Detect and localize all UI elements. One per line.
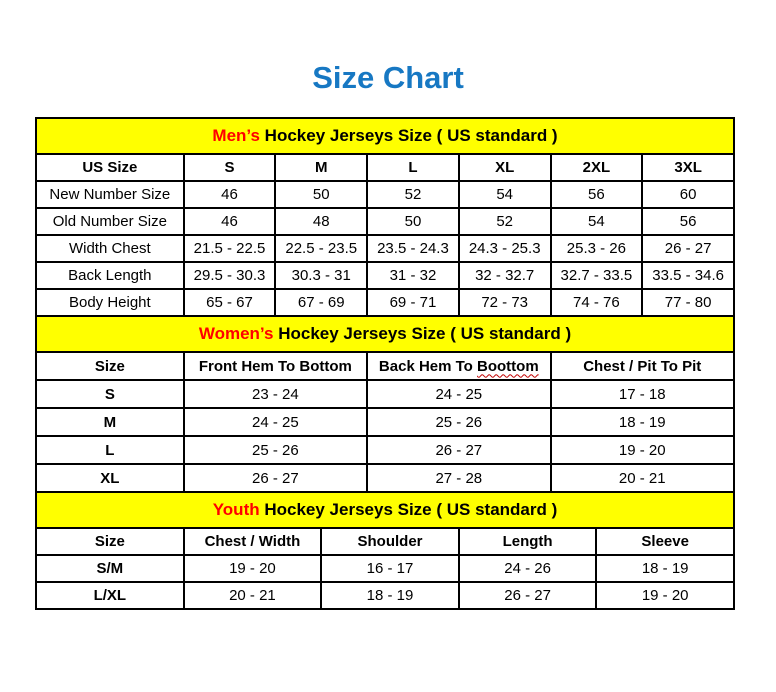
table-cell: 72 - 73 xyxy=(459,289,551,316)
table-row xyxy=(36,208,734,235)
mens-size-table xyxy=(35,117,735,317)
table-cell: 18 - 19 xyxy=(596,555,734,582)
row-label: S xyxy=(36,380,184,408)
row-label: New Number Size xyxy=(36,181,184,208)
row-label: Body Height xyxy=(36,289,184,316)
youth-section-title-accent: Youth xyxy=(212,500,260,519)
mens-col-header: US Size xyxy=(36,154,184,181)
youth-col-header: Size xyxy=(36,528,184,555)
row-label: S/M xyxy=(36,555,184,582)
row-label: XL xyxy=(36,464,184,492)
table-cell: 26 - 27 xyxy=(459,582,597,609)
back-hem-label-prefix: Back Hem To xyxy=(378,357,478,375)
table-cell: 25 - 26 xyxy=(184,436,367,464)
youth-col-header: Sleeve xyxy=(596,528,734,555)
table-cell: 19 - 20 xyxy=(184,555,322,582)
youth-header-row xyxy=(36,528,734,555)
youth-size-table xyxy=(35,491,735,610)
table-cell: 52 xyxy=(367,181,459,208)
womens-col-header: Front Hem To Bottom xyxy=(184,352,367,380)
table-cell: 29.5 - 30.3 xyxy=(184,262,276,289)
table-row xyxy=(36,408,734,436)
womens-section-title-accent: Women’s xyxy=(198,324,274,343)
table-cell: 74 - 76 xyxy=(551,289,643,316)
table-cell: 69 - 71 xyxy=(367,289,459,316)
womens-header-row xyxy=(36,352,734,380)
row-label: L xyxy=(36,436,184,464)
table-cell: 56 xyxy=(642,208,734,235)
table-cell: 46 xyxy=(184,181,276,208)
table-row xyxy=(36,235,734,262)
table-row xyxy=(36,582,734,609)
table-cell: 26 - 27 xyxy=(642,235,734,262)
table-cell: 46 xyxy=(184,208,276,235)
mens-header-row xyxy=(36,154,734,181)
womens-size-table xyxy=(35,315,735,493)
youth-section-title-rest: Hockey Jerseys Size ( US standard ) xyxy=(259,500,558,519)
mens-section-title-accent: Men’s xyxy=(212,126,260,145)
table-cell: 26 - 27 xyxy=(367,436,550,464)
mens-col-header: 2XL xyxy=(551,154,643,181)
table-row xyxy=(36,289,734,316)
table-row xyxy=(36,555,734,582)
youth-col-header: Chest / Width xyxy=(184,528,322,555)
table-cell: 24 - 25 xyxy=(367,380,550,408)
table-cell: 23 - 24 xyxy=(184,380,367,408)
table-cell: 17 - 18 xyxy=(551,380,734,408)
mens-col-header: S xyxy=(184,154,276,181)
table-cell: 24.3 - 25.3 xyxy=(459,235,551,262)
table-cell: 23.5 - 24.3 xyxy=(367,235,459,262)
table-row xyxy=(36,262,734,289)
table-cell: 60 xyxy=(642,181,734,208)
table-cell: 50 xyxy=(275,181,367,208)
table-cell: 77 - 80 xyxy=(642,289,734,316)
youth-section-band xyxy=(36,492,734,528)
youth-col-header: Shoulder xyxy=(321,528,459,555)
table-cell: 31 - 32 xyxy=(367,262,459,289)
womens-section-title xyxy=(36,316,734,352)
mens-col-header: M xyxy=(275,154,367,181)
table-cell: 50 xyxy=(367,208,459,235)
table-cell: 33.5 - 34.6 xyxy=(642,262,734,289)
womens-col-header xyxy=(367,352,550,380)
table-cell: 22.5 - 23.5 xyxy=(275,235,367,262)
table-cell: 16 - 17 xyxy=(321,555,459,582)
table-cell: 65 - 67 xyxy=(184,289,276,316)
table-cell: 67 - 69 xyxy=(275,289,367,316)
table-cell: 54 xyxy=(551,208,643,235)
mens-section-band xyxy=(36,118,734,154)
mens-section-title-rest: Hockey Jerseys Size ( US standard ) xyxy=(259,126,558,145)
youth-col-header: Length xyxy=(459,528,597,555)
womens-col-header: Size xyxy=(36,352,184,380)
womens-section-band xyxy=(36,316,734,352)
table-cell: 18 - 19 xyxy=(551,408,734,436)
table-row xyxy=(36,181,734,208)
table-cell: 48 xyxy=(275,208,367,235)
womens-col-header: Chest / Pit To Pit xyxy=(551,352,734,380)
table-cell: 25.3 - 26 xyxy=(551,235,643,262)
row-label: M xyxy=(36,408,184,436)
youth-section-title xyxy=(36,492,734,528)
table-row xyxy=(36,464,734,492)
table-row xyxy=(36,380,734,408)
size-chart xyxy=(35,117,735,610)
mens-col-header: 3XL xyxy=(642,154,734,181)
table-cell: 26 - 27 xyxy=(184,464,367,492)
table-cell: 25 - 26 xyxy=(367,408,550,436)
table-row xyxy=(36,436,734,464)
table-cell: 20 - 21 xyxy=(184,582,322,609)
womens-section-title-rest: Hockey Jerseys Size ( US standard ) xyxy=(273,324,572,343)
table-cell: 54 xyxy=(459,181,551,208)
table-cell: 21.5 - 22.5 xyxy=(184,235,276,262)
table-cell: 24 - 25 xyxy=(184,408,367,436)
back-hem-misspelled-word: Boottom xyxy=(477,357,539,375)
page-title: Size Chart xyxy=(312,60,464,95)
table-cell: 24 - 26 xyxy=(459,555,597,582)
row-label: Width Chest xyxy=(36,235,184,262)
table-cell: 30.3 - 31 xyxy=(275,262,367,289)
table-cell: 32 - 32.7 xyxy=(459,262,551,289)
table-cell: 32.7 - 33.5 xyxy=(551,262,643,289)
row-label: Old Number Size xyxy=(36,208,184,235)
mens-col-header: XL xyxy=(459,154,551,181)
row-label: Back Length xyxy=(36,262,184,289)
table-cell: 52 xyxy=(459,208,551,235)
table-cell: 19 - 20 xyxy=(596,582,734,609)
table-cell: 56 xyxy=(551,181,643,208)
table-cell: 18 - 19 xyxy=(321,582,459,609)
mens-col-header: L xyxy=(367,154,459,181)
mens-section-title xyxy=(36,118,734,154)
table-cell: 20 - 21 xyxy=(551,464,734,492)
row-label: L/XL xyxy=(36,582,184,609)
table-cell: 19 - 20 xyxy=(551,436,734,464)
table-cell: 27 - 28 xyxy=(367,464,550,492)
